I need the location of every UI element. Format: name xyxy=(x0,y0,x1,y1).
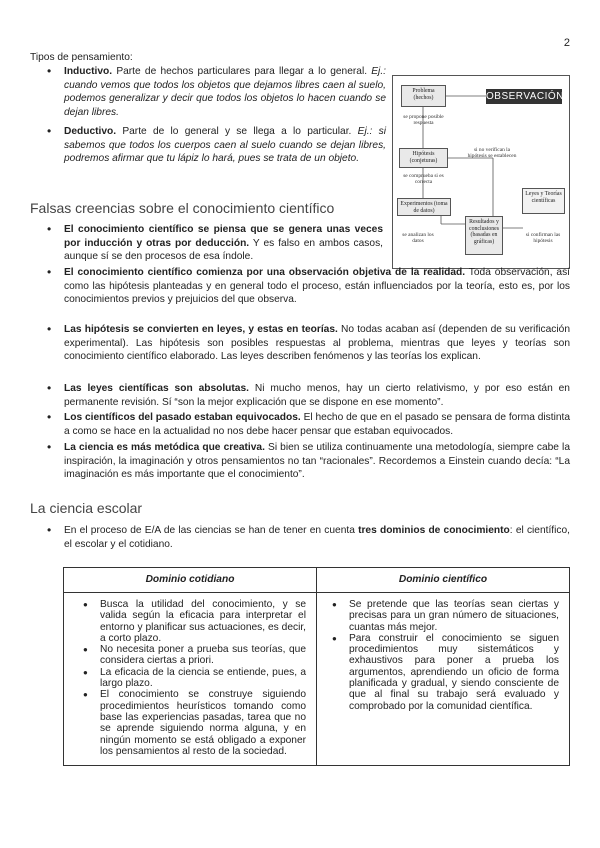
confirman-label: si confirman las hipótesis xyxy=(525,232,561,245)
bullet-icon: • xyxy=(47,124,52,138)
bullet-icon: • xyxy=(47,322,52,336)
falsa-item-bold: La ciencia es más metódica que creativa. xyxy=(64,442,265,453)
list-item: ● Para construir el conocimiento se siguen procedimientos muy sistemáticos y exhaustivos para poner a prueba los argumentos, aprendiendo un oficio de forma planificada y gradual, y siendo consciente de que al final su trabajo será evaluado y comprobado por la comunidad científica. xyxy=(332,633,559,712)
deductivo-term: Deductivo. xyxy=(64,126,117,137)
page-number: 2 xyxy=(563,37,570,49)
falsa-item-bold: El conocimiento científico se piensa que se genera unas veces por inducción y otras por deducción. xyxy=(64,224,383,249)
falsa-item-text: El hecho de que en el pasado se pensara de forma distinta a como se hace en la actualidad no nos debe hacer pensar que estaban equivocados. xyxy=(64,412,571,437)
escolar-intro-text: En el proceso de E/A de las ciencias se han de tener en cuenta xyxy=(64,525,359,536)
falsa-item-text: Si bien se utiliza continuamente una metodología, siempre cabe la inspiración, la imaginación y otros pensamientos no tan “racionales”. Recordemos a Einstein cuando decía: “La imaginación es más importante que el conocimiento”. xyxy=(64,442,570,481)
bullet-icon: • xyxy=(47,440,52,454)
falsa-item-2 xyxy=(64,266,570,307)
list-item: ● La eficacia de la ciencia se entiende, pues, a largo plazo. xyxy=(83,667,306,690)
inductivo-term: Inductivo. xyxy=(64,66,113,77)
falsa-item-3 xyxy=(64,323,570,364)
se-analizan-label: se analizan los datos xyxy=(402,232,434,245)
bullet-icon: • xyxy=(47,523,52,537)
inductivo-example: Ej.: cuando vemos que todos los objetos que dejamos libres caen al suelo, podemos generalizar y decir que todos los objetos lo hacen cuando se dejan libres. xyxy=(64,66,386,118)
falsa-item-bold: Las hipótesis se convierten en leyes, y estas en teorías. xyxy=(64,324,338,335)
bullet-icon: • xyxy=(47,222,52,236)
list-item: ● No necesita poner a prueba sus teorías, que considera ciertas a priori. xyxy=(83,644,306,667)
deductivo-example: Ej.: si sabemos que todos los cuerpos caen al suelo cuando se dejan libres, podremos afirmar que tu lápiz lo hará, pues se trata de un objeto. xyxy=(64,126,386,165)
falsas-heading: Falsas creencias sobre el conocimiento científico xyxy=(30,200,335,216)
escolar-intro-bold: tres dominios de conocimiento xyxy=(358,525,510,536)
deductivo-text: Parte de lo general y se llega a lo particular. xyxy=(116,126,358,137)
hipotesis-box: Hipótesis (conjeturas) xyxy=(399,148,448,168)
falsa-item-text: Toda observación, así como las hipótesis planteadas y en general todo el proceso, están influenciados por la teoría, esto es, por los conocimientos previos y prejuicios del que observa. xyxy=(64,267,571,306)
bullet-icon: • xyxy=(47,410,52,424)
deductivo-item xyxy=(64,125,386,166)
bullet-icon: • xyxy=(47,64,52,78)
col2-list xyxy=(332,599,559,712)
list-item: ● El conocimiento se construye siguiendo procedimientos heurísticos tomando como base las experiencias pasadas, tarea que no se aprende siguiendo norma alguna, y en ningún momento se está obligado a exponer los pensamientos al resto de la sociedad. xyxy=(83,689,306,757)
falsa-item-text: No todas acaban así (dependen de su verificación experimental). Las hipótesis son posibles respuestas al problema, mientras que leyes y teorías son conocimiento científico elaborado. Las leyes describen fenómenos y las teorías los explican. xyxy=(64,324,570,363)
falsa-item-bold: Las leyes científicas son absolutas. xyxy=(64,383,249,394)
se-propone-label: se propone posible respuesta xyxy=(403,114,444,127)
bullet-icon: • xyxy=(47,265,52,279)
falsa-item-bold: Los científicos del pasado estaban equivocados. xyxy=(64,412,301,423)
list-item: ● Busca la utilidad del conocimiento, y se valida según la eficacia para interpretar el entorno y planificar sus actuaciones, es decir, a corto plazo. xyxy=(83,599,306,644)
falsa-item-text: Ni mucho menos, hay un cierto relativismo, y por eso están en permanente revisión. Sí “son la mejor explicación que se dispone en ese momento”. xyxy=(64,383,570,408)
tipos-heading: Tipos de pensamiento: xyxy=(30,52,133,63)
observacion-label: OBSERVACIÓN xyxy=(486,91,564,102)
leyes-box: Leyes y Teorías científicas xyxy=(522,188,565,214)
falsa-item-text: Y es falso en ambos casos, aunque sí se den procesos de esa índole. xyxy=(64,237,383,263)
experimentos-box: Experimentos (toma de datos) xyxy=(397,198,451,216)
falsa-item-1 xyxy=(64,223,383,264)
escolar-intro-end: : el científico, el escolar y el cotidiano. xyxy=(64,525,570,550)
table-row xyxy=(64,593,570,766)
falsa-item-5 xyxy=(64,411,570,438)
falsa-item-6 xyxy=(64,441,570,482)
col1-list xyxy=(83,599,306,757)
falsa-item-4 xyxy=(64,382,570,409)
col1-header: Dominio cotidiano xyxy=(64,568,317,593)
problema-box: Problema (hechos) xyxy=(401,85,446,107)
list-item: ● Se pretende que las teorías sean ciertas y precisas para un gran número de situaciones, cuantas más mejor. xyxy=(332,599,559,633)
dominios-table xyxy=(63,567,570,766)
resultados-box: Resultados y conclusiones (basadas en gráficas) xyxy=(465,216,503,255)
escolar-intro xyxy=(64,524,570,551)
col1-cell xyxy=(64,593,317,766)
no-verifican-label: si no verifican la hipótesis se establecen xyxy=(467,147,517,160)
se-comprueba-label: se comprueba si es correcta xyxy=(403,173,444,186)
escolar-heading: La ciencia escolar xyxy=(30,500,143,516)
scientific-method-diagram xyxy=(392,75,570,269)
col2-cell xyxy=(317,593,570,766)
inductivo-item xyxy=(64,65,386,119)
inductivo-text: Parte de hechos particulares para llegar a lo general. xyxy=(112,66,372,77)
table-header-row xyxy=(64,568,570,593)
bullet-icon: • xyxy=(47,381,52,395)
col2-header: Dominio científico xyxy=(317,568,570,593)
falsa-item-bold: El conocimiento científico comienza por una observación objetiva de la realidad. xyxy=(64,267,466,278)
